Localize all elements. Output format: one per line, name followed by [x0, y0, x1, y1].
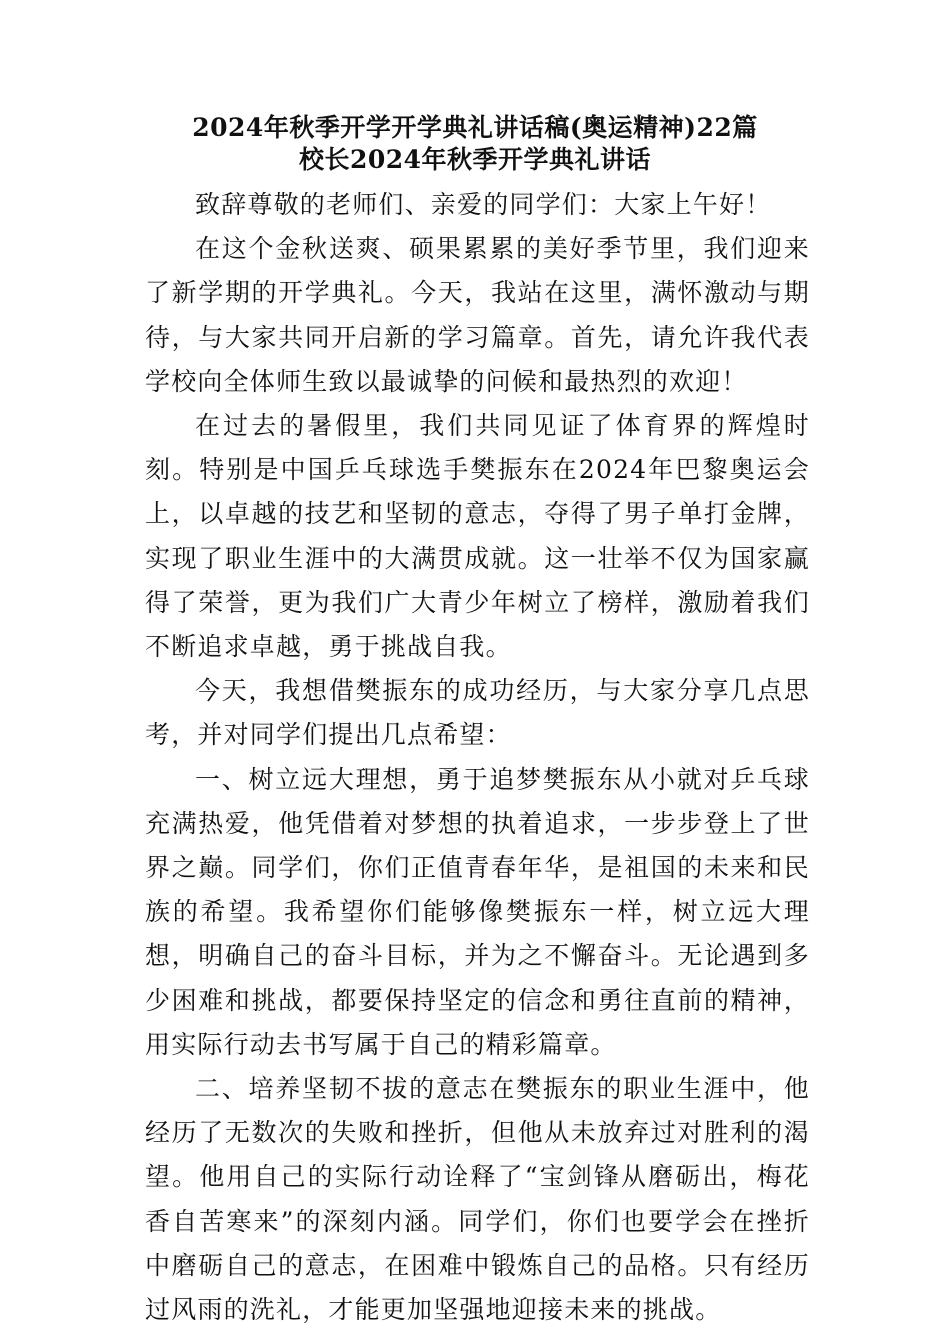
paragraph-greeting: 致辞尊敬的老师们、亲爱的同学们：大家上午好！ [195, 190, 772, 219]
paragraph-opening: 在这个金秋送爽、硕果累累的美好季节里，我们迎来了新学期的开学典礼。今天，我站在这里，满怀激动与期待，与大家共同开启新的学习篇章。首先，请允许我代表学校向全体师生致以最诚挚的问候和最热烈的欢迎！ [145, 234, 810, 396]
paragraph-hope-one: 一、树立远大理想，勇于追梦樊振东从小就对乒乓球充满热爱，他凭借着对梦想的执着追求，一步步登上了世界之巅。同学们，你们正值青春年华，是祖国的未来和民族的希望。我希望你们能够像樊振东一样，树立远大理想，明确自己的奋斗目标，并为之不懈奋斗。无论遇到多少困难和挑战，都要保持坚定的信念和勇往直前的精神，用实际行动去书写属于自己的精彩篇章。 [145, 764, 810, 1059]
document-body [145, 183, 810, 1332]
paragraph-olympics: 在过去的暑假里，我们共同见证了体育界的辉煌时刻。特别是中国乒乓球选手樊振东在2024年巴黎奥运会上，以卓越的技艺和坚韧的意志，夺得了男子单打金牌，实现了职业生涯中的大满贯成就。这一壮举不仅为国家赢得了荣誉，更为我们广大青少年树立了榜样，激励着我们不断追求卓越，勇于挑战自我。 [145, 411, 810, 662]
paragraph-hope-two: 二、培养坚韧不拔的意志在樊振东的职业生涯中，他经历了无数次的失败和挫折，但他从未放弃过对胜利的渴望。他用自己的实际行动诠释了“宝剑锋从磨砺出，梅花香自苦寒来”的深刻内涵。同学们，你们也要学会在挫折中磨砺自己的意志，在困难中锻炼自己的品格。只有经历过风雨的洗礼，才能更加坚强地迎接未来的挑战。 [145, 1074, 810, 1325]
document-header [0, 112, 950, 176]
document-subtitle: 校长2024年秋季开学典礼讲话 [298, 145, 652, 174]
document-title: 2024年秋季开学开学典礼讲话稿(奥运精神)22篇 [192, 113, 758, 142]
paragraph-intro-hopes: 今天，我想借樊振东的成功经历，与大家分享几点思考，并对同学们提出几点希望： [145, 676, 810, 750]
